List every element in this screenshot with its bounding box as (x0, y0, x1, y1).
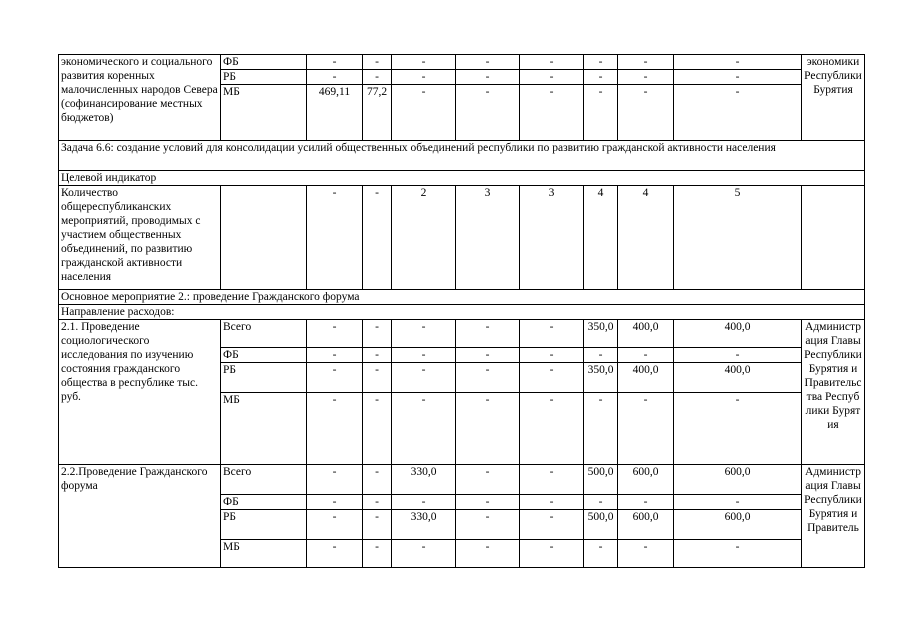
event-2-2-value-4: - (456, 495, 520, 510)
top-event-value-1: - (307, 55, 363, 70)
event-2-2-line-row (59, 465, 865, 495)
event-2-2-value-7: - (618, 540, 674, 568)
top-event-source: ФБ (221, 55, 307, 70)
event-2-1-source: Всего (221, 320, 307, 348)
event-2-1-value-3: - (392, 320, 456, 348)
event-2-2-value-5: - (520, 540, 584, 568)
top-event-value-8: - (674, 55, 802, 70)
top-event-line-row (59, 55, 865, 70)
top-event-value-5: - (520, 55, 584, 70)
event-2-2-value-6: 500,0 (584, 465, 618, 495)
event-2-1-description: 2.1. Проведение социологического исследования по изучению состояния гражданского общества в республике тыс. руб. (59, 320, 221, 465)
event-2-2-value-3: 330,0 (392, 465, 456, 495)
indicator-description: Количество общереспубликанских мероприятий, проводимых с участием общественных объединений, по развитию гражданской активности населения (59, 186, 221, 290)
event-2-2-value-7: 600,0 (618, 465, 674, 495)
program-table (58, 54, 865, 568)
indicator-value-7: 4 (618, 186, 674, 290)
indicator-value-6: 4 (584, 186, 618, 290)
event-2-1-value-5: - (520, 320, 584, 348)
event-2-2-value-6: - (584, 540, 618, 568)
event-2-1-value-6: 350,0 (584, 363, 618, 393)
event-2-1-value-4: - (456, 393, 520, 465)
top-event-value-7: - (618, 85, 674, 141)
top-event-value-1: 469,11 (307, 85, 363, 141)
event-2-1-value-1: - (307, 393, 363, 465)
event-2-1-value-1: - (307, 320, 363, 348)
top-event-value-2: - (363, 70, 392, 85)
indicator-value-5: 3 (520, 186, 584, 290)
event-2-1-value-8: 400,0 (674, 320, 802, 348)
top-event-value-6: - (584, 55, 618, 70)
indicator-value-4: 3 (456, 186, 520, 290)
event-2-2-responsible: Администрация Главы Республики Бурятия и Правитель (802, 465, 865, 568)
top-event-value-8: - (674, 70, 802, 85)
top-event-value-7: - (618, 70, 674, 85)
event-2-2-value-2: - (363, 510, 392, 540)
event-2-1-value-6: - (584, 348, 618, 363)
event-2-2-value-3: 330,0 (392, 510, 456, 540)
top-event-value-8: - (674, 85, 802, 141)
event-2-1-value-7: 400,0 (618, 363, 674, 393)
event-2-2-value-1: - (307, 540, 363, 568)
main-event-2-row (59, 290, 865, 305)
event-2-2-value-4: - (456, 540, 520, 568)
top-event-source: РБ (221, 70, 307, 85)
event-2-1-value-4: - (456, 320, 520, 348)
event-2-2-value-1: - (307, 465, 363, 495)
event-2-1-value-2: - (363, 393, 392, 465)
event-2-1-value-4: - (456, 348, 520, 363)
event-2-1-value-5: - (520, 393, 584, 465)
event-2-2-value-2: - (363, 465, 392, 495)
top-event-value-2: - (363, 55, 392, 70)
indicator-value-2: - (363, 186, 392, 290)
top-event-value-3: - (392, 70, 456, 85)
event-2-2-description: 2.2.Проведение Гражданского форума (59, 465, 221, 568)
top-event-value-5: - (520, 70, 584, 85)
top-event-value-6: - (584, 85, 618, 141)
expense-direction: Направление расходов: (59, 305, 865, 320)
top-event-value-6: - (584, 70, 618, 85)
event-2-2-value-8: 600,0 (674, 510, 802, 540)
event-2-2-value-1: - (307, 495, 363, 510)
event-2-1-value-2: - (363, 320, 392, 348)
event-2-2-source: МБ (221, 540, 307, 568)
program-table-page (58, 54, 864, 568)
event-2-1-value-7: 400,0 (618, 320, 674, 348)
event-2-2-value-5: - (520, 510, 584, 540)
indicator-value-3: 2 (392, 186, 456, 290)
top-event-description: экономического и социального развития коренных малочисленных народов Севера (софинансирование местных бюджетов) (59, 55, 221, 141)
event-2-2-source: Всего (221, 465, 307, 495)
event-2-1-value-6: - (584, 393, 618, 465)
event-2-2-value-3: - (392, 540, 456, 568)
indicator-value-8: 5 (674, 186, 802, 290)
indicator-responsible (802, 186, 865, 290)
event-2-2-source: РБ (221, 510, 307, 540)
event-2-2-value-4: - (456, 510, 520, 540)
top-event-value-5: - (520, 85, 584, 141)
event-2-1-value-2: - (363, 363, 392, 393)
event-2-1-value-3: - (392, 348, 456, 363)
top-event-value-3: - (392, 55, 456, 70)
top-event-value-4: - (456, 55, 520, 70)
top-event-responsible: экономики Республики Бурятия (802, 55, 865, 141)
top-event-value-4: - (456, 85, 520, 141)
top-event-source: МБ (221, 85, 307, 141)
event-2-1-value-1: - (307, 348, 363, 363)
event-2-1-value-3: - (392, 393, 456, 465)
event-2-2-value-8: - (674, 540, 802, 568)
top-event-value-2: 77,2 (363, 85, 392, 141)
indicator-row (59, 186, 865, 290)
event-2-2-value-8: 600,0 (674, 465, 802, 495)
event-2-1-source: РБ (221, 363, 307, 393)
event-2-2-value-2: - (363, 495, 392, 510)
event-2-1-value-7: - (618, 393, 674, 465)
event-2-1-value-1: - (307, 363, 363, 393)
top-event-value-4: - (456, 70, 520, 85)
event-2-1-value-5: - (520, 348, 584, 363)
event-2-2-value-6: - (584, 495, 618, 510)
event-2-1-value-8: - (674, 393, 802, 465)
event-2-1-line-row (59, 320, 865, 348)
event-2-2-value-7: - (618, 495, 674, 510)
event-2-2-source: ФБ (221, 495, 307, 510)
event-2-2-value-7: 600,0 (618, 510, 674, 540)
target-indicator: Целевой индикатор (59, 171, 865, 186)
task-6-6: Задача 6.6: создание условий для консолидации усилий общественных объединений республики по развитию гражданской активности населения (59, 141, 865, 171)
event-2-1-value-3: - (392, 363, 456, 393)
event-2-1-value-5: - (520, 363, 584, 393)
event-2-1-value-6: 350,0 (584, 320, 618, 348)
event-2-2-value-4: - (456, 465, 520, 495)
event-2-1-value-2: - (363, 348, 392, 363)
event-2-1-source: ФБ (221, 348, 307, 363)
indicator-value-1: - (307, 186, 363, 290)
top-event-value-3: - (392, 85, 456, 141)
event-2-1-value-8: - (674, 348, 802, 363)
expense-direction-row (59, 305, 865, 320)
event-2-1-responsible: Администрация Главы Республики Бурятия и Правительства Республики Бурятия (802, 320, 865, 465)
event-2-1-value-4: - (456, 363, 520, 393)
event-2-2-value-5: - (520, 495, 584, 510)
event-2-2-value-8: - (674, 495, 802, 510)
event-2-2-value-5: - (520, 465, 584, 495)
event-2-2-value-2: - (363, 540, 392, 568)
event-2-1-value-8: 400,0 (674, 363, 802, 393)
main-event-2: Основное мероприятие 2.: проведение Гражданского форума (59, 290, 865, 305)
event-2-1-source: МБ (221, 393, 307, 465)
target-indicator-row (59, 171, 865, 186)
top-event-value-7: - (618, 55, 674, 70)
indicator-source (221, 186, 307, 290)
event-2-1-value-7: - (618, 348, 674, 363)
top-event-value-1: - (307, 70, 363, 85)
event-2-2-value-3: - (392, 495, 456, 510)
program-table-body (59, 55, 865, 568)
task-6-6-row (59, 141, 865, 171)
event-2-2-value-6: 500,0 (584, 510, 618, 540)
event-2-2-value-1: - (307, 510, 363, 540)
